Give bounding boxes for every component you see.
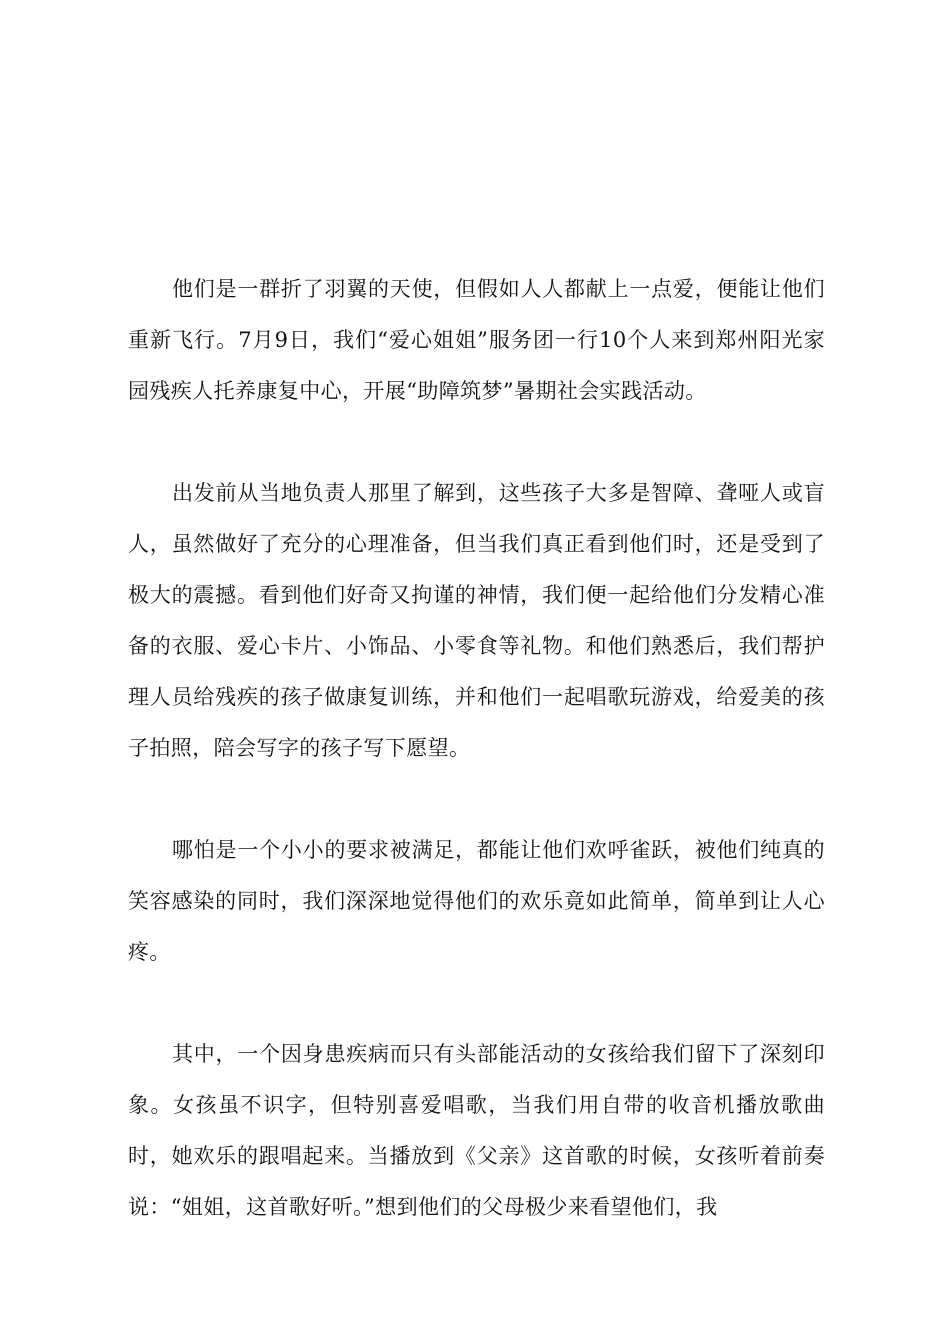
paragraph-3: 哪怕是一个小小的要求被满足，都能让他们欢呼雀跃，被他们纯真的笑容感染的同时，我们深深地觉得他们的欢乐竟如此简单，简单到让人心疼。 [128, 838, 825, 964]
paragraph-1: 他们是一群折了羽翼的天使，但假如人人都献上一点爱，便能让他们重新飞行。7月9日，我们“爱心姐姐”服务团一行10个人来到郑州阳光家园残疾人托养康复中心，开展“助障筑梦”暑期社会实践活动。 [128, 277, 825, 403]
paragraph-2: 出发前从当地负责人那里了解到，这些孩子大多是智障、聋哑人或盲人，虽然做好了充分的心理准备，但当我们真正看到他们时，还是受到了极大的震撼。看到他们好奇又拘谨的神情，我们便一起给他们分发精心准备的衣服、爱心卡片、小饰品、小零食等礼物。和他们熟悉后，我们帮护理人员给残疾的孩子做康复训练，并和他们一起唱歌玩游戏，给爱美的孩子拍照，陪会写字的孩子写下愿望。 [128, 481, 825, 760]
paragraph-4: 其中，一个因身患疾病而只有头部能活动的女孩给我们留下了深刻印象。女孩虽不识字，但特别喜爱唱歌，当我们用自带的收音机播放歌曲时，她欢乐的跟唱起来。当播放到《父亲》这首歌的时候，女孩听着前奏说：“姐姐，这首歌好听。”想到他们的父母极少来看望他们，我 [128, 1042, 825, 1219]
document-body [128, 264, 825, 1233]
